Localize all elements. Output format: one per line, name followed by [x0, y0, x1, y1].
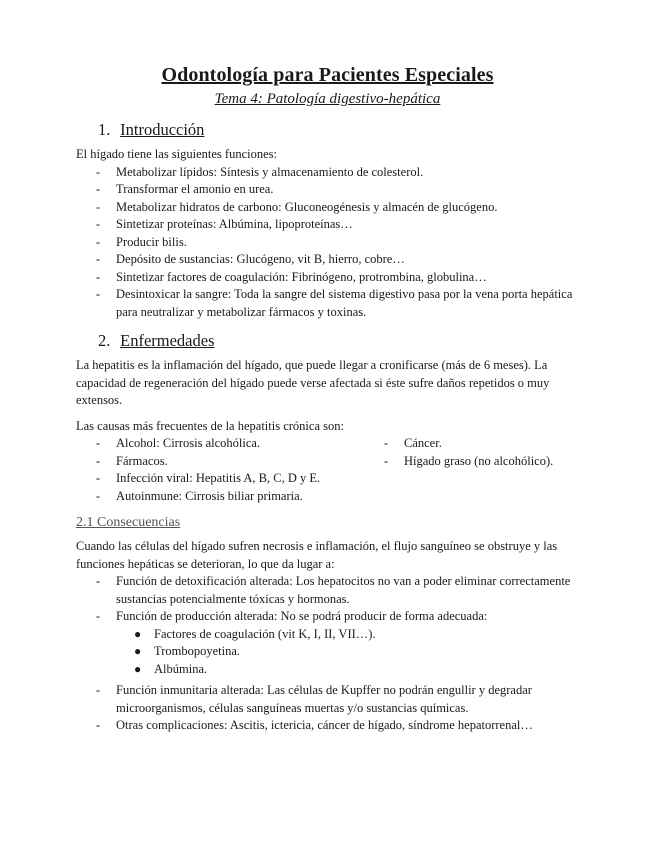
dash-marker: -	[96, 252, 101, 266]
list-item: - Producir bilis.	[76, 234, 579, 252]
consequences-list-continued	[76, 682, 579, 735]
section-heading-enfermedades	[98, 331, 579, 351]
dash-marker: -	[96, 609, 101, 623]
production-sublist	[76, 626, 579, 679]
list-item: - Función de detoxificación alterada: Los hepatocitos no van a poder eliminar correctamente sustancias potencialmente tóxicas y hormonas.	[96, 574, 571, 606]
list-item: - Hígado graso (no alcohólico).	[364, 453, 579, 471]
list-item: - Depósito de sustancias: Glucógeno, vit B, hierro, cobre…	[76, 251, 579, 269]
causes-intro: Las causas más frecuentes de la hepatitis crónica son:	[76, 418, 344, 433]
causes-columns	[76, 435, 579, 505]
list-item: - Función inmunitaria alterada: Las células de Kupffer no podrán engullir y degradar microorganismos, células sanguíneas muertas y/o sustancias químicas.	[96, 683, 532, 715]
dash-marker: -	[96, 217, 101, 231]
consequences-paragraph: Cuando las células del hígado sufren necrosis e inflamación, el flujo sanguíneo se obstruye y las funciones hepáticas se deterioran, lo que da lugar a:	[76, 539, 558, 571]
subsection-heading-consecuencias: 2.1 Consecuencias	[76, 515, 181, 530]
document-subtitle: Tema 4: Patología digestivo-hepática	[214, 91, 441, 107]
dash-marker: -	[96, 488, 101, 503]
liver-functions-list	[76, 164, 579, 322]
hepatitis-paragraph: La hepatitis es la inflamación del hígado, que puede llegar a cronificarse (más de 6 meses). La capacidad de regeneración del hígado puede verse afectada si éste sufre daños repetidos o muy extensos.	[76, 358, 550, 407]
intro-paragraph: El hígado tiene las siguientes funciones:	[76, 147, 277, 161]
list-item: - Desintoxicar la sangre: Toda la sangre del sistema digestivo pasa por la vena porta hepática para neutralizar y metabolizar fármacos y toxinas.	[96, 287, 573, 319]
bullet-icon: ●	[134, 661, 142, 676]
dash-marker: -	[96, 287, 101, 301]
list-item: - Función de producción alterada: No se podrá producir de forma adecuada:	[76, 608, 579, 626]
dash-marker: -	[96, 471, 101, 485]
list-item: - Metabolizar hidratos de carbono: Gluconeogénesis y almacén de glucógeno.	[76, 199, 579, 217]
list-item: - Fármacos.	[76, 453, 364, 471]
list-item: - Metabolizar lípidos: Síntesis y almacenamiento de colesterol.	[76, 164, 579, 182]
section-title: Introducción	[120, 120, 205, 139]
list-item: - Infección viral: Hepatitis A, B, C, D y E.	[76, 470, 364, 488]
list-item: - Autoinmune: Cirrosis biliar primaria.	[76, 488, 364, 506]
dash-marker: -	[96, 718, 101, 732]
list-item: - Sintetizar factores de coagulación: Fibrinógeno, protrombina, globulina…	[76, 269, 579, 287]
bullet-icon: ●	[134, 644, 142, 658]
dash-marker: -	[96, 683, 101, 697]
dash-marker: -	[96, 269, 101, 284]
section-number: 2.	[98, 331, 111, 350]
section-number: 1.	[98, 120, 111, 139]
sublist-item: ● Trombopoyetina.	[76, 643, 579, 661]
dash-marker: -	[96, 574, 101, 588]
dash-marker: -	[96, 436, 101, 450]
list-item: - Alcohol: Cirrosis alcohólica.	[76, 435, 364, 453]
dash-marker: -	[96, 453, 101, 468]
dash-marker: -	[96, 164, 101, 179]
section-heading-introduccion	[98, 120, 579, 140]
dash-marker: -	[384, 436, 389, 450]
list-item: - Transformar el amonio en urea.	[76, 181, 579, 199]
causes-list-right	[364, 435, 579, 505]
list-item: - Otras complicaciones: Ascitis, ictericia, cáncer de hígado, síndrome hepatorrenal…	[76, 717, 579, 735]
list-item: - Sintetizar proteínas: Albúmina, lipoproteínas…	[76, 216, 579, 234]
sublist-item: ● Albúmina.	[76, 661, 579, 679]
document-title: Odontología para Pacientes Especiales	[161, 64, 494, 86]
bullet-icon: ●	[134, 626, 142, 641]
sublist-item: ● Factores de coagulación (vit K, I, II, VII…).	[76, 626, 579, 644]
consequences-list	[76, 573, 579, 626]
dash-marker: -	[96, 199, 101, 214]
dash-marker: -	[96, 182, 101, 196]
dash-marker: -	[384, 453, 389, 468]
causes-list-left	[76, 435, 364, 505]
section-title: Enfermedades	[120, 331, 215, 350]
list-item: - Cáncer.	[364, 435, 579, 453]
dash-marker: -	[96, 234, 101, 249]
